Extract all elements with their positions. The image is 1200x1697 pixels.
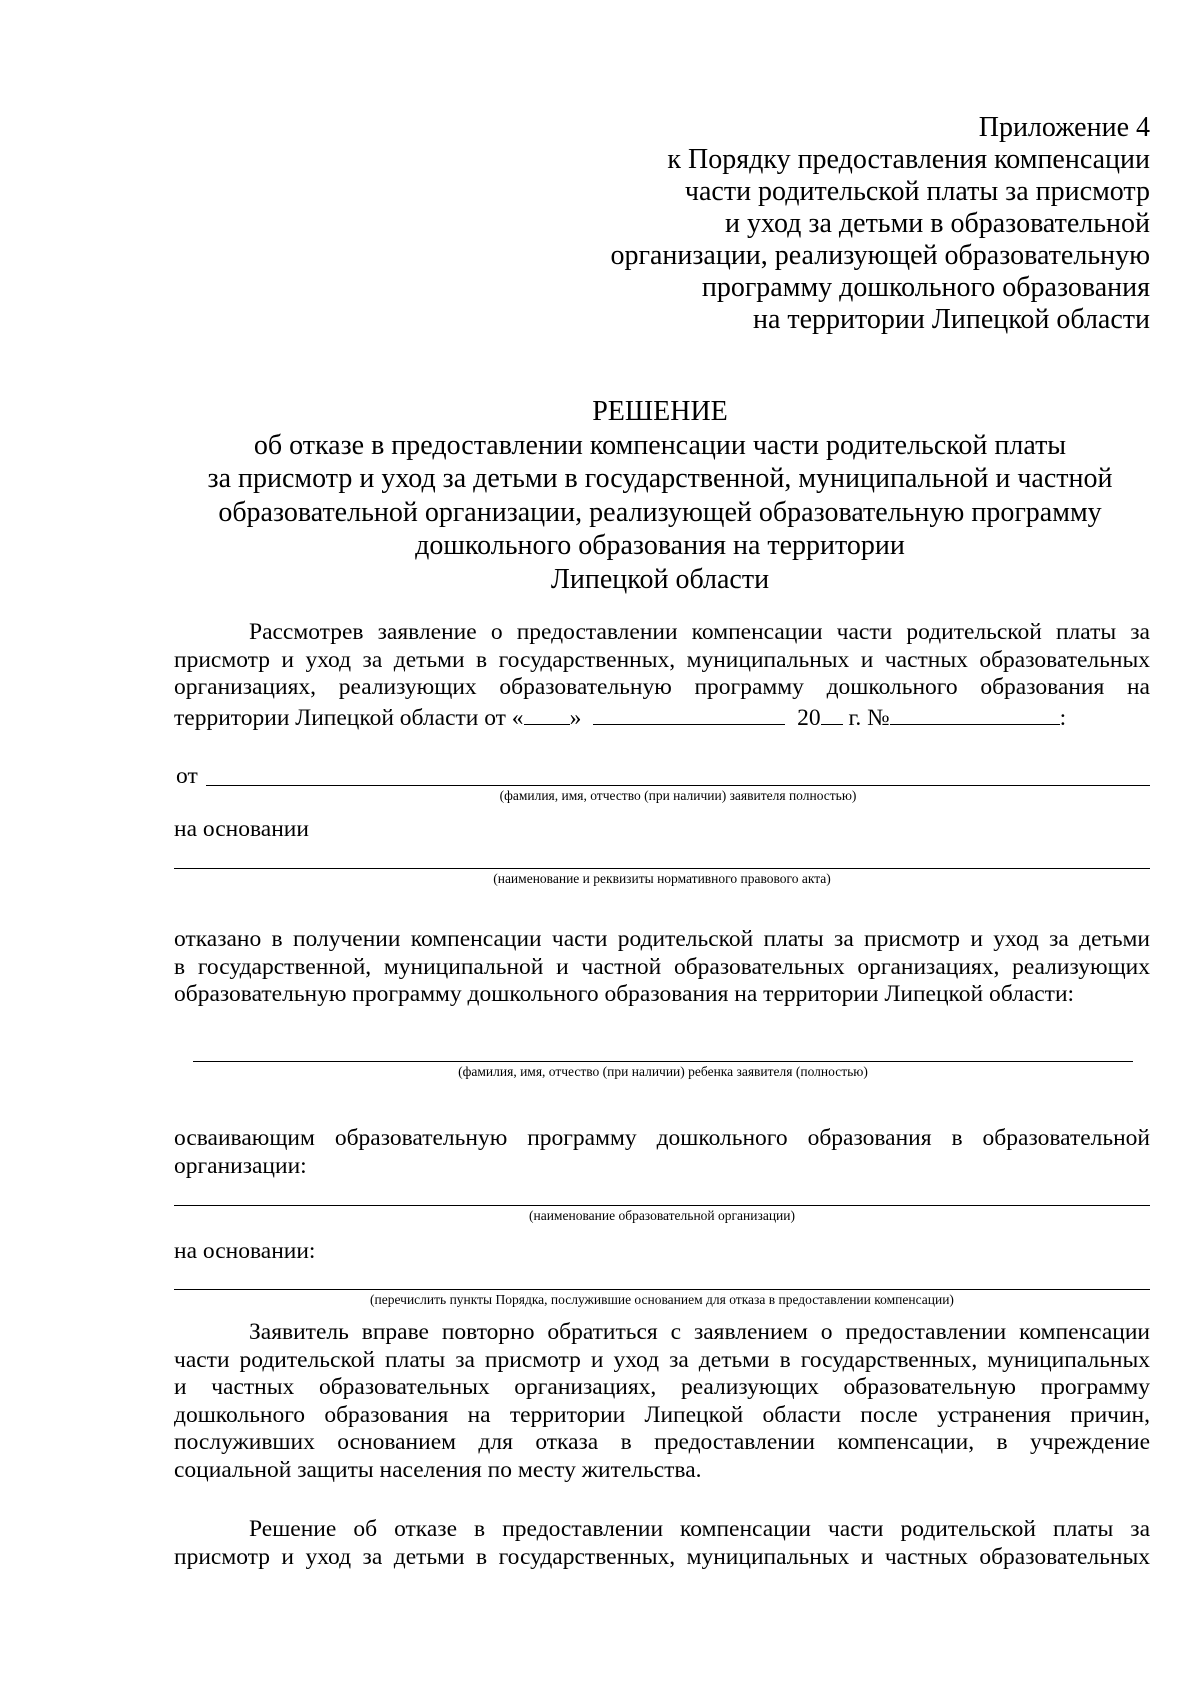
- month-blank[interactable]: [593, 702, 785, 725]
- colon: :: [1059, 704, 1067, 731]
- basis-caption: (наименование и реквизиты нормативного правового акта): [493, 871, 831, 886]
- intro-paragraph: [174, 619, 1150, 732]
- day-blank[interactable]: [524, 702, 570, 725]
- reasons-label: на основании:: [174, 1238, 316, 1264]
- intro-last-line: [174, 702, 1150, 733]
- from-caption: (фамилия, имя, отчество (при наличии) заявителя полностью): [499, 788, 857, 803]
- reapply-line: социальной защиты населения по месту жительства.: [174, 1456, 702, 1483]
- refused-line: в государственной, муниципальной и частной образовательных организациях, реализующих: [174, 953, 1150, 980]
- mastering-line: организации:: [174, 1152, 307, 1179]
- reapply-line: части родительской платы за присмотр и уход за детьми в государственных, муниципальных: [174, 1346, 1150, 1373]
- appendix-header: [500, 112, 1150, 336]
- appendix-line: и уход за детьми в образовательной: [725, 208, 1150, 239]
- title-line: образовательной организации, реализующей образовательную программу: [218, 496, 1102, 528]
- title-line: Липецкой области: [550, 563, 770, 595]
- number-blank[interactable]: [890, 702, 1060, 725]
- title-line: дошкольного образования на территории: [415, 530, 905, 561]
- decision-note-paragraph: [174, 1516, 1150, 1571]
- basis-label: на основании: [174, 816, 309, 842]
- title-line: за присмотр и уход за детьми в государственной, муниципальной и частной: [207, 463, 1113, 494]
- reapply-line: дошкольного образования на территории Липецкой области после устранения причин,: [174, 1401, 1150, 1428]
- reapply-line: и частных образовательных организациях, реализующих образовательную программу: [174, 1374, 1150, 1400]
- from-line[interactable]: [206, 785, 1150, 786]
- appendix-line: программу дошкольного образования: [701, 272, 1150, 303]
- appendix-line: организации, реализующей образовательную: [610, 240, 1150, 271]
- appendix-line: Приложение 4: [978, 112, 1150, 143]
- year-blank[interactable]: [821, 702, 843, 725]
- mastering-line: осваивающим образовательную программу дошкольного образования в образовательной: [174, 1125, 1150, 1151]
- intro-line: присмотр и уход за детьми в государственных, муниципальных и частных образовательных: [174, 646, 1150, 673]
- decision-note-line: Решение об отказе в предоставлении компенсации части родительской платы за: [249, 1516, 1150, 1542]
- reapply-line: Заявитель вправе повторно обратиться с заявлением о предоставлении компенсации: [249, 1319, 1150, 1345]
- refused-line: отказано в получении компенсации части родительской платы за присмотр и уход за детьми: [174, 926, 1150, 952]
- year-prefix: 20: [797, 704, 821, 731]
- mastering-paragraph: [174, 1125, 1150, 1180]
- reapply-paragraph: [174, 1319, 1150, 1484]
- basis-line[interactable]: [174, 868, 1150, 869]
- year-number-label: г. №: [848, 704, 890, 731]
- title-line: об отказе в предоставлении компенсации части родительской платы: [253, 429, 1067, 461]
- appendix-line: к Порядку предоставления компенсации: [667, 144, 1150, 175]
- intro-date-prefix: территории Липецкой области от «: [174, 704, 524, 731]
- decision-note-line: присмотр и уход за детьми в государственных, муниципальных и частных образовательных: [174, 1543, 1150, 1570]
- refused-paragraph: [174, 926, 1150, 1009]
- child-line[interactable]: [193, 1061, 1133, 1062]
- intro-line: Рассмотрев заявление о предоставлении компенсации части родительской платы за: [249, 619, 1150, 645]
- appendix-line: на территории Липецкой области: [752, 304, 1150, 335]
- decision-title: [160, 395, 1160, 596]
- from-label: от: [176, 763, 198, 789]
- refused-line: образовательную программу дошкольного образования на территории Липецкой области:: [174, 981, 1075, 1007]
- reasons-caption: (перечислить пункты Порядка, послужившие основанием для отказа в предоставлении компенсации): [370, 1292, 954, 1307]
- org-caption: (наименование образовательной организации): [529, 1208, 795, 1223]
- org-line[interactable]: [174, 1205, 1150, 1206]
- reasons-line[interactable]: [174, 1289, 1150, 1290]
- appendix-line: части родительской платы за присмотр: [684, 176, 1150, 207]
- quote-close: »: [569, 704, 582, 731]
- child-caption: (фамилия, имя, отчество (при наличии) ребенка заявителя (полностью): [458, 1064, 868, 1079]
- reapply-line: послуживших основанием для отказа в предоставлении компенсации, в учреждение: [174, 1429, 1150, 1455]
- intro-line: организациях, реализующих образовательную программу дошкольного образования на: [174, 674, 1150, 700]
- title-heading: РЕШЕНИЕ: [592, 396, 728, 427]
